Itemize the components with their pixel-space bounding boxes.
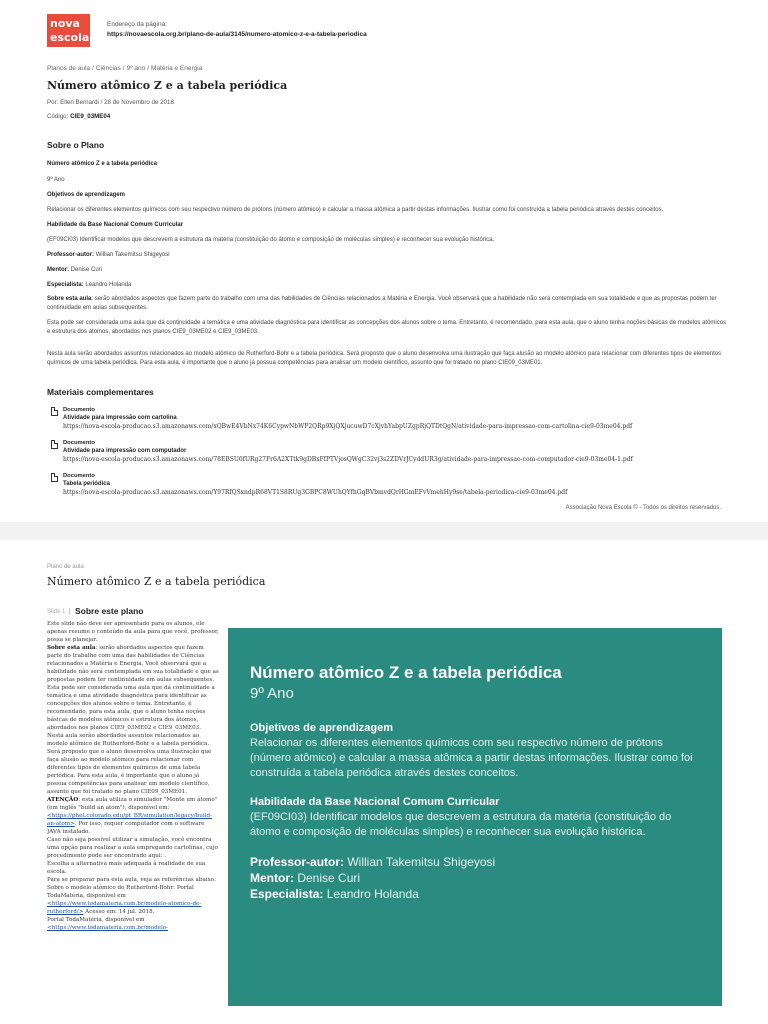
about-plan-name-text: Número atômico Z e a tabela periódica xyxy=(47,161,158,167)
address-label: Endereço da página: xyxy=(107,21,167,28)
page-divider xyxy=(0,522,768,540)
material-name: Atividade para impressão com computador xyxy=(63,448,187,454)
materials-section-title: Materiais complementares xyxy=(47,387,154,397)
material-kind: Documento xyxy=(63,440,95,446)
logo-line-2: escola xyxy=(50,31,90,44)
objectives-label-text: Objetivos de aprendizagem xyxy=(47,192,126,198)
slide-objectives-label: Objetivos de aprendizagem xyxy=(250,722,394,734)
slides-section-label: Plano de aula xyxy=(47,564,84,570)
ref1-link[interactable]: <https://www.todamateria.com.br/modelo-atomico-de-rutherford/> xyxy=(47,901,202,915)
slide-heading: Número atômico Z e a tabela periódica xyxy=(250,663,562,682)
about-section-title: Sobre o Plano xyxy=(47,140,105,150)
notes-ref-1 xyxy=(47,884,219,916)
notes-choose: Escolha a alternativa mais adequada à realidade de sua escola. xyxy=(47,861,206,875)
notes-about-text: : serão abordados aspectos que fazem parte do trabalho com uma das habilidades de Ciências relacionados a Matéria e Energia. Você observará que a habilidade não será contemplada em sua totalidade e que as propostas podem ter continuidade em aulas subsequentes. xyxy=(47,645,219,683)
page-title: Número atômico Z e a tabela periódica xyxy=(47,79,288,92)
slide-mentor-label: Mentor: xyxy=(250,871,294,885)
continuity-text: Esta pode ser considerada uma aula que dá continuidade a temática e uma atividade diagnóstica para identificar as concepções dos alunos sobre o tema. Entretanto, é recomendado, para esta aula, que o aluno tenha noções básicas de modelos atômicos e estrutura dos átomos, abordados nos planos CIE9_03ME02 e CIE9_03ME03. xyxy=(47,320,727,335)
about-grade: 9º Ano xyxy=(47,177,65,183)
phet-link[interactable]: <https://phet.colorado.edu/pt_BR/simulation/legacy/build-an-atom> xyxy=(47,813,212,827)
author-info xyxy=(47,251,727,260)
material-url[interactable]: https://nova-escola-producao.s3.amazonaws.com/Y97RfQSxndpR68VT1S8RUg3GBPC8WUhQYfhGqBVbmvdQrHGmEFvVmehHy9se/tabela-periodica-cie9-03me04.pdf xyxy=(63,489,568,496)
breadcrumb-item-tema[interactable]: Matéria e Energia xyxy=(151,65,203,72)
notes-attention xyxy=(47,796,219,836)
slide-title: Sobre este plano xyxy=(75,606,144,616)
material-name: Atividade para impressão com cartolina xyxy=(63,415,177,421)
material-name: Tabela periódica xyxy=(63,481,110,487)
slide-bncc-text: (EF09CI03) Identificar modelos que descrevem a estrutura da matéria (constituição do átomo e composição de moléculas simples) e reconhecer sua evolução histórica. xyxy=(250,811,672,838)
slide-bncc-label: Habilidade da Base Nacional Comum Curricular xyxy=(250,796,500,808)
slides-section-title: Número atômico Z e a tabela periódica xyxy=(47,575,266,588)
notes-about xyxy=(47,644,219,684)
slide-notes xyxy=(47,620,219,1024)
author-line: Por: Ellen Bernardi / 28 de Novembro de 2018 xyxy=(47,99,174,106)
notes-attention-text: : esta aula utiliza o simulador "Monte um átomo" (em inglês "build an atom"), disponível em: xyxy=(47,797,218,811)
author-label: Professor-autor: xyxy=(47,252,95,258)
mentor-label: Mentor: xyxy=(47,267,69,273)
address-url[interactable]: https://novaescola.org.br/plano-de-aula/3145/numero-atomico-z-e-a-tabela-periodica xyxy=(107,31,367,38)
ref1-text: Sobre o modelo atômico de Rutherford-Bohr: Portal TodaMatéria, disponível em xyxy=(47,885,194,899)
slide-author-label: Professor-autor: xyxy=(250,855,345,869)
objectives-label xyxy=(47,191,727,200)
slide-grade: 9º Ano xyxy=(250,685,294,702)
mentor-value: Denise Curi xyxy=(70,267,103,273)
about-plan-name xyxy=(47,160,727,169)
specialist-info xyxy=(47,281,727,290)
slide-author xyxy=(250,854,700,870)
plan-code xyxy=(47,113,110,120)
mentor-info xyxy=(47,266,727,275)
specialist-value: Leandro Holanda xyxy=(85,282,132,288)
logo-line-1: nova xyxy=(50,17,80,30)
material-url[interactable]: https://nova-escola-producao.s3.amazonaws.com/78EBSU6fURg27Fr6A2XTtk9gDBxFfPTVjosQWgC32vj3s2ZDVrJCyddUR3g/atividade-para-impressao-com-computador-cie9-03me04-1.pdf xyxy=(63,456,633,463)
material-kind: Documento xyxy=(63,473,95,479)
notes-no-sim: Caso não seja possível utilizar a simulação, você encontra uma opção para realizar a aula empregando cartolinas, cujo procedimento pode ser encontrado aqui: . xyxy=(47,837,218,859)
slide-specialist-label: Especialista: xyxy=(250,887,324,901)
model-text: Nesta aula serão abordados assuntos relacionados ao modelo atômico de Rutherford-Bohr e a tabela periódica. Será proposto que o aluno desenvolva uma ilustração que faça alusão ao modelo atômico para relacionar com diferentes tipos de elementos químicos de uma tabela periódica. Para esta aula, é importante que o aluno já possua competências para analisar um modelo científico, assunto que foi tratado no plano CIE09_03ME01. xyxy=(47,351,722,366)
breadcrumb-item-planos[interactable]: Planos de aula xyxy=(47,65,91,72)
slide-mentor-value: Denise Curi xyxy=(297,871,361,885)
breadcrumb-item-ano[interactable]: 9º ano xyxy=(126,65,146,72)
bncc-text: (EF09CI03) Identificar modelos que descrevem a estrutura da matéria (constituição do átomo e composição de moléculas simples) e reconhecer sua evolução histórica. xyxy=(47,237,495,243)
slide-preview xyxy=(228,628,722,1006)
notes-about-label: Sobre esta aula xyxy=(47,645,96,651)
specialist-label: Especialista: xyxy=(47,282,84,288)
about-lesson-label: Sobre esta aula xyxy=(47,296,92,302)
ref1-after: Acesso em: 14 jul. 2018. xyxy=(83,909,155,915)
notes-refs-intro: Para se preparar para esta aula, veja as referências abaixo: xyxy=(47,877,217,883)
slide-specialist xyxy=(250,886,700,902)
slide-specialist-value: Leandro Holanda xyxy=(326,887,419,901)
notes-attention-label: ATENÇÃO xyxy=(47,797,79,803)
document-icon xyxy=(51,473,58,482)
ref2-link[interactable]: <https://www.todamateria.com.br/modelo- xyxy=(47,925,169,931)
document-icon xyxy=(51,440,58,449)
plan-code-value: CIE9_03ME04 xyxy=(70,113,111,120)
phet-after: . Por isso, requer computador com o software JAVA instalado. xyxy=(47,821,205,835)
material-url[interactable]: https://nova-escola-producao.s3.amazonaws.com/xQBwE4VbNx74K6CypwNbWP2QRp9XjQXjucuwD7cXjvhYabpUZgpRjQTDtQgN/atividade-para-impressao-com-cartolina-cie9-03me04.pdf xyxy=(63,423,633,430)
bncc-label-text: Habilidade da Base Nacional Comum Curricular xyxy=(47,222,184,228)
notes-continuity: Esta pode ser considerada uma aula que dá continuidade a temática e uma atividade diagnóstica para identificar as concepções dos alunos sobre o tema. Entretanto, é recomendado, para esta aula, que o aluno tenha noções básicas de modelos atômicos e estrutura dos átomos, abordados nos planos CIE9_03ME02 e CIE9_03ME03. xyxy=(47,685,215,731)
slide-objectives-text: Relacionar os diferentes elementos químicos com seu respectivo número de prótons (número atômico) e calcular a massa atômica a partir destas informações. Ilustrar como foi construída a tabela periódica através destes conceitos. xyxy=(250,737,693,779)
copyright: Associação Nova Escola © - Todos os direitos reservados. xyxy=(565,505,721,511)
ref2-text: Portal TodaMatéria, disponível em xyxy=(47,917,145,923)
slide-author-value: Willian Takemitsu Shigeyosi xyxy=(347,855,496,869)
slide-number xyxy=(47,608,74,615)
material-item[interactable] xyxy=(47,407,727,433)
about-lesson-text: : serão abordados aspectos que fazem parte do trabalho com uma das habilidades de Ciências relacionados a Matéria e Energia. Você observará que a habilidade não será contemplada em sua totalidade e que as propostas podem ter continuidade em aulas subsequentes. xyxy=(47,296,717,311)
document-icon xyxy=(51,407,58,416)
plan-code-label: Código: xyxy=(47,113,69,120)
nova-escola-logo[interactable] xyxy=(47,14,90,47)
breadcrumb: Planos de aula / Ciências / 9º ano / Matéria e Energia xyxy=(47,65,203,72)
material-item[interactable] xyxy=(47,473,727,499)
material-item[interactable] xyxy=(47,440,727,466)
notes-ref-2 xyxy=(47,916,219,932)
author-value: Willian Takemitsu Shigeyosi xyxy=(95,252,170,258)
slide-number-text: Slide 1 xyxy=(47,609,66,616)
notes-intro: Este slide não deve ser apresentado para os alunos, ele apenas resume o conteúdo da aula para que você, professor, possa se planejar. xyxy=(47,621,219,643)
bncc-label xyxy=(47,221,727,230)
about-lesson xyxy=(47,295,727,313)
slide-mentor xyxy=(250,870,700,886)
slide-number-divider xyxy=(69,608,70,615)
notes-model: Nesta aula serão abordados assuntos relacionados ao modelo atômico de Rutherford-Bohr e a tabela periódica. Será proposto que o aluno desenvolva uma ilustração que faça alusão ao modelo atômico para relacionar com diferentes tipos de elementos químicos de uma tabela periódica. Para esta aula, é importante que o aluno já possua competências para analisar um modelo científico, assunto que foi tratado no plano CIE09_03ME01. xyxy=(47,733,212,795)
breadcrumb-item-ciencias[interactable]: Ciências xyxy=(95,65,121,72)
material-kind: Documento xyxy=(63,407,95,413)
objectives-text: Relacionar os diferentes elementos químicos com seu respectivo número de prótons (número atômico) e calcular a massa atômica a partir destas informações. Ilustrar como foi construída a tabela periódica através destes conceitos. xyxy=(47,207,664,213)
